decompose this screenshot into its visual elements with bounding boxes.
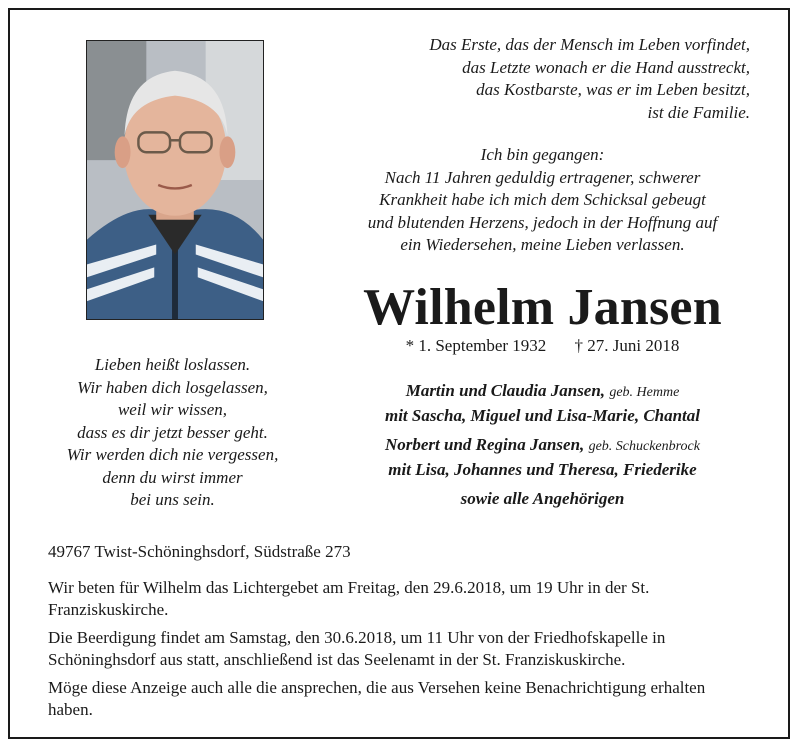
mourners-names: Norbert und Regina Jansen, bbox=[384, 435, 585, 454]
quote-line: Das Erste, das der Mensch im Leben vorfindet, bbox=[429, 35, 750, 54]
mourners-names: Martin und Claudia Jansen, bbox=[405, 381, 606, 400]
funeral-notice: Die Beerdigung findet am Samstag, den 30.6.2018, um 11 Uhr von der Friedhofskapelle in Schöninghsdorf aus statt, anschließend ist das Seelenamt in der St. Franziskuskirche. bbox=[48, 628, 666, 669]
farewell-line: Ich bin gegangen: bbox=[480, 145, 605, 164]
poem-line: denn du wirst immer bbox=[102, 467, 243, 487]
life-dates bbox=[330, 335, 755, 357]
closing-notice: Möge diese Anzeige auch alle die ansprechen, die aus Versehen keine Benachrichtigung erhalten haben. bbox=[48, 678, 706, 719]
family-quote bbox=[300, 34, 750, 124]
poem-line: Lieben heißt loslassen. bbox=[94, 355, 251, 374]
mourners-list bbox=[330, 380, 755, 511]
maiden-name: geb. Schuckenbrock bbox=[588, 439, 700, 454]
portrait-photo bbox=[86, 40, 264, 320]
prayer-notice: Wir beten für Wilhelm das Lichtergebet am Freitag, den 29.6.2018, um 19 Uhr in der St. Franziskuskirche. bbox=[48, 578, 650, 619]
mourners-group-2 bbox=[330, 434, 755, 459]
poem-line: weil wir wissen, bbox=[117, 400, 228, 419]
poem-line: Wir haben dich losgelassen, bbox=[77, 377, 268, 397]
farewell-line: und blutenden Herzens, jedoch in der Hoffnung auf bbox=[367, 212, 718, 232]
mourning-address: 49767 Twist-Schöninghsdorf, Südstraße 273 bbox=[48, 542, 351, 561]
farewell-line: Nach 11 Jahren geduldig ertragener, schwerer bbox=[384, 167, 701, 187]
farewell-line: Krankheit habe ich mich dem Schicksal gebeugt bbox=[379, 190, 706, 210]
mourners-others: sowie alle Angehörigen bbox=[460, 489, 625, 508]
maiden-name: geb. Hemme bbox=[609, 385, 680, 400]
quote-line: das Kostbarste, was er im Leben besitzt, bbox=[476, 80, 750, 100]
quote-line: ist die Familie. bbox=[647, 102, 750, 122]
farewell-line: ein Wiedersehen, meine Lieben verlassen. bbox=[400, 235, 685, 255]
poem-line: bei uns sein. bbox=[130, 490, 215, 509]
birth-date: * 1. September 1932 bbox=[405, 336, 547, 355]
mourners-group-1 bbox=[330, 380, 755, 405]
poem-line: Wir werden dich nie vergessen, bbox=[66, 445, 279, 464]
deceased-name: Wilhelm Jansen bbox=[363, 279, 722, 336]
death-date: † 27. Juni 2018 bbox=[574, 336, 680, 355]
farewell-text bbox=[330, 144, 755, 257]
quote-line: das Letzte wonach er die Hand ausstreckt, bbox=[462, 57, 750, 77]
poem bbox=[40, 354, 305, 512]
mourners-children: mit Sascha, Miguel und Lisa-Marie, Chantal bbox=[384, 405, 701, 425]
poem-line: dass es dir jetzt besser geht. bbox=[77, 422, 268, 442]
mourners-children: mit Lisa, Johannes und Theresa, Friederike bbox=[388, 459, 697, 479]
